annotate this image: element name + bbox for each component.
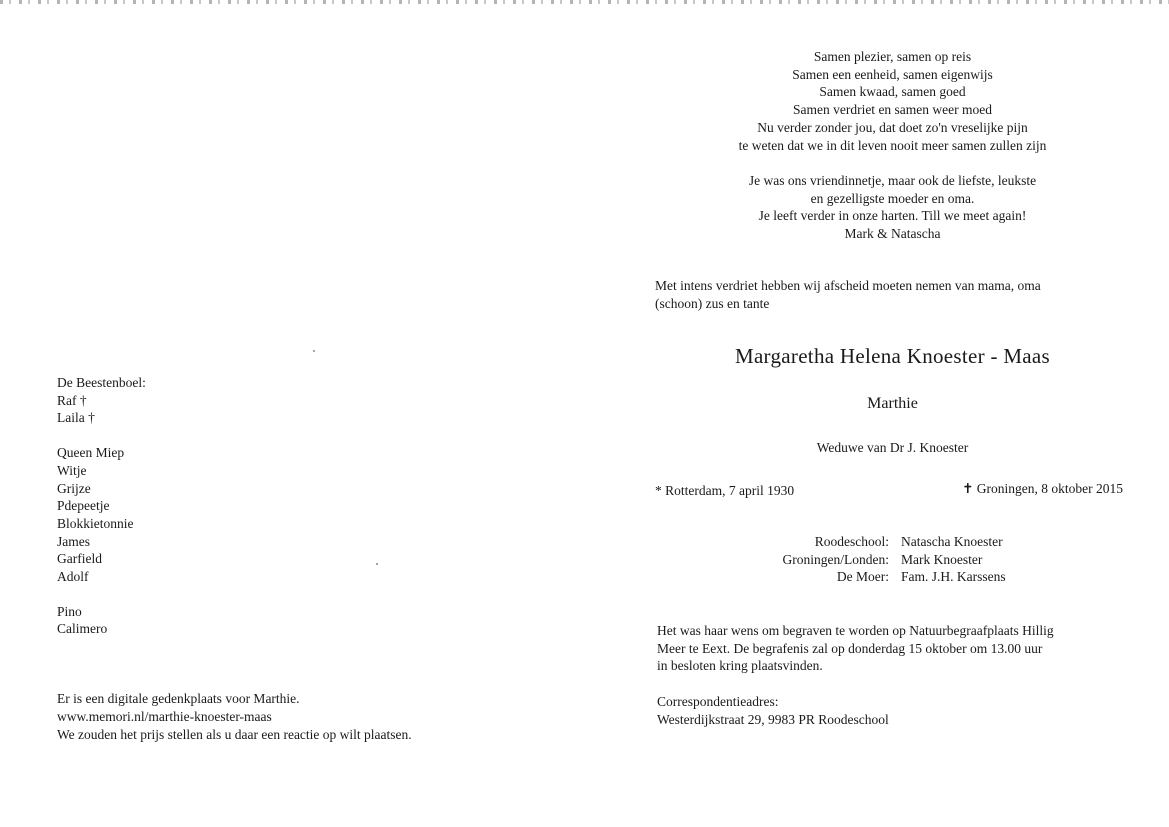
memorial-text: Er is een digitale gedenkplaats voor Marthie. (57, 691, 300, 707)
family-row (655, 568, 1130, 586)
family-names: Mark Knoester (901, 551, 983, 567)
poem-line: en gezelligste moeder en oma. (810, 190, 975, 206)
pet-name: Grijze (57, 480, 91, 496)
intro-line: Met intens verdriet hebben wij afscheid moeten nemen van mama, oma (655, 278, 1041, 293)
poem-stanza-1 (655, 48, 1130, 154)
poem-signature: Mark & Natascha (844, 226, 941, 242)
pet-name: James (57, 533, 90, 549)
pet-name: Pdepeetje (57, 498, 110, 514)
memorial-url: www.memori.nl/marthie-knoester-maas (57, 708, 272, 724)
pet-name: Laila † (57, 410, 95, 426)
correspondence (657, 693, 1117, 728)
family-place: Groningen/Londen: (782, 551, 889, 567)
pet-name: Calimero (57, 621, 108, 637)
pet-name: Witje (57, 462, 87, 478)
family-names: Natascha Knoester (901, 534, 1003, 549)
pet-name: Pino (57, 603, 82, 619)
family-row (655, 551, 1130, 569)
poem-line: Samen verdriet en samen weer moed (792, 102, 993, 118)
scan-edge-noise (0, 0, 1169, 4)
poem-line: Je leeft verder in onze harten. Till we meet again! (758, 208, 1027, 224)
deceased-nickname: Marthie (867, 395, 918, 412)
family-names: Fam. J.H. Karssens (901, 569, 1006, 585)
correspondence-label: Correspondentieadres: (657, 694, 779, 709)
family-row (655, 533, 1130, 551)
correspondence-address: Westerdijkstraat 29, 9983 PR Roodeschool (657, 711, 889, 727)
intro-line: (schoon) zus en tante (655, 295, 770, 311)
funeral-line: Het was haar wens om begraven te worden op Natuurbegraafplaats Hillig (657, 623, 1054, 638)
scan-speck (313, 350, 315, 352)
family-place: Roodeschool: (814, 534, 889, 549)
announcement-intro (655, 277, 1125, 312)
poem-line: Nu verder zonder jou, dat doet zo'n vreselijke pijn (757, 119, 1028, 135)
memorial-section (57, 690, 577, 743)
pet-name: Raf † (57, 392, 87, 408)
funeral-info (657, 622, 1117, 675)
poem-line: Samen plezier, samen op reis (813, 49, 972, 64)
death-info: ✝ Groningen, 8 oktober 2015 (962, 481, 1123, 496)
family-place: De Moer: (836, 569, 889, 585)
widow-of: Weduwe van Dr J. Knoester (816, 440, 969, 455)
poem-line: te weten dat we in dit leven nooit meer samen zullen zijn (738, 137, 1047, 153)
pet-name: Blokkietonnie (57, 515, 134, 531)
poem-line: Samen een eenheid, samen eigenwijs (792, 66, 993, 82)
funeral-line: in besloten kring plaatsvinden. (657, 658, 823, 674)
funeral-line: Meer te Eext. De begrafenis zal op donderdag 15 oktober om 13.00 uur (657, 640, 1043, 656)
pet-name: Adolf (57, 569, 89, 585)
memorial-text: We zouden het prijs stellen als u daar een reactie op wilt plaatsen. (57, 726, 412, 742)
pets-section (57, 374, 577, 638)
deceased-name: Margaretha Helena Knoester - Maas (734, 344, 1051, 368)
pet-name: Garfield (57, 551, 102, 567)
family-list (655, 533, 1130, 586)
poem-line: Samen kwaad, samen goed (819, 84, 966, 100)
left-page (57, 374, 577, 743)
poem-line: Je was ons vriendinnetje, maar ook de liefste, leukste (748, 173, 1037, 188)
poem-stanza-2 (655, 172, 1130, 243)
pet-name: Queen Miep (57, 445, 125, 461)
pets-heading: De Beestenboel: (57, 375, 146, 390)
birth-info: * Rotterdam, 7 april 1930 (655, 483, 795, 498)
